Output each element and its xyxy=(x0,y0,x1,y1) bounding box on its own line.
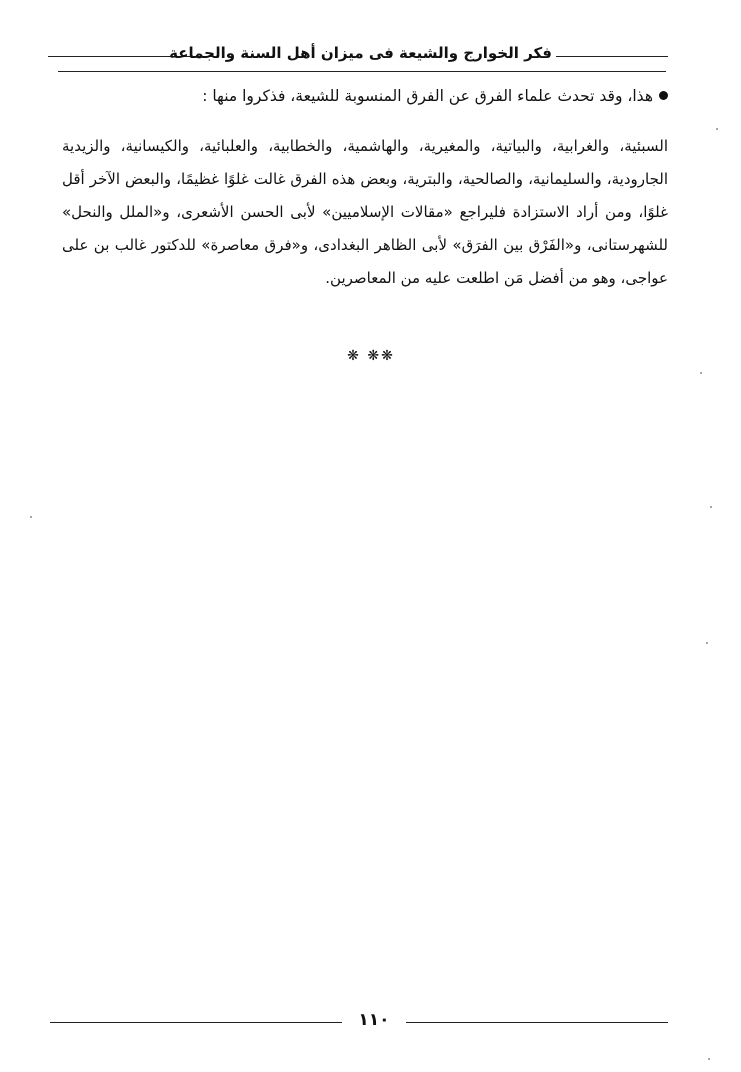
header-title: فكر الخوارج والشيعة فى ميزان أهل السنة والجماعة xyxy=(169,44,552,62)
footer-rule-right xyxy=(406,1022,668,1023)
scan-speck xyxy=(30,516,32,518)
scan-speck xyxy=(700,372,702,374)
sects-paragraph: السبئية، والغرابية، والبياتية، والمغيرية، والهاشمية، والخطابية، والعلبائية، والكيسانية، والزيدية الجارودية، والسليمانية، والصالحية، والبترية، وبعض هذه الفرق غالت غلوًا غظيمًا، والبعض الآخر أقل غلوًا، ومن أراد الاستزادة فليراجع «مقالات الإسلاميين» لأبى الحسن الأشعرى، و«الملل والنحل» للشهرستانى، و«الفَرْق بين الفرَق» لأبى الظاهر البغدادى، و«فرق معاصرة» للدكتور غالب بن على عواجى، وهو من أفضل مَن اطلعت عليه من المعاصرين. xyxy=(62,137,668,287)
header-rule-right xyxy=(556,56,668,57)
intro-line xyxy=(62,86,668,106)
intro-text: هذا، وقد تحدث علماء الفرق عن الفرق المنسوبة للشيعة، فذكروا منها : xyxy=(202,87,653,105)
footer-rule-left xyxy=(50,1022,342,1023)
section-separator-stars: ❋ ❋❋ xyxy=(347,348,395,364)
scan-speck xyxy=(706,642,708,644)
page-footer xyxy=(50,1008,668,1038)
scan-speck xyxy=(710,506,712,508)
scan-speck xyxy=(708,1058,710,1060)
bullet-icon xyxy=(659,91,668,100)
running-header xyxy=(48,40,668,70)
scan-speck xyxy=(716,128,718,130)
body-text xyxy=(62,86,668,287)
page-number: ١١٠ xyxy=(358,1010,390,1030)
header-underline xyxy=(58,71,666,72)
